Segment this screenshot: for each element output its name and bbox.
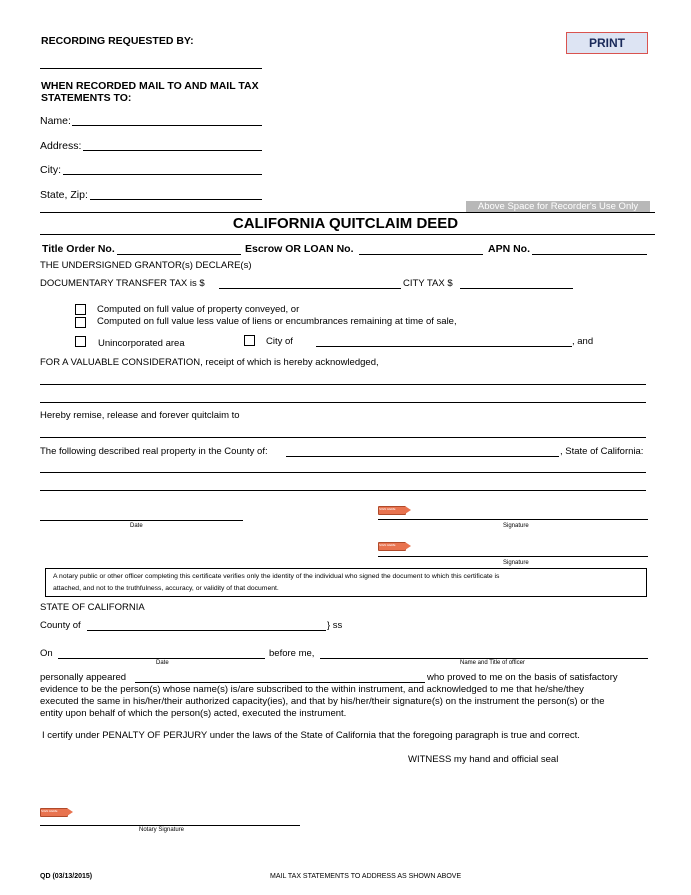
notary-signature-field[interactable] (40, 825, 300, 826)
recording-requested-line[interactable] (40, 68, 262, 69)
signature-field-1[interactable] (378, 519, 648, 520)
appeared-name-field[interactable] (135, 682, 425, 683)
when-recorded-line2: STATEMENTS TO: (41, 92, 132, 104)
officer-name-field[interactable] (320, 658, 648, 659)
notary-notice-line1: A notary public or other officer completing this certificate verifies only the identity of the individual who signed the document to which this certificate is (53, 573, 500, 580)
sign-here-tab-notary-text: SIGN HERE (41, 809, 58, 813)
before-me-label: before me, (269, 648, 315, 659)
sign-here-tab-1-text: SIGN HERE (379, 507, 396, 511)
recording-requested-label: RECORDING REQUESTED BY: (41, 35, 194, 47)
apn-label: APN No. (488, 243, 530, 255)
personally-appeared-label: personally appeared (40, 672, 127, 683)
on-label: On (40, 648, 53, 659)
notary-county-field[interactable] (87, 630, 326, 631)
doc-transfer-tax-field[interactable] (219, 288, 401, 289)
city-tax-label: CITY TAX $ (403, 278, 453, 289)
state-of-california: STATE OF CALIFORNIA (40, 602, 145, 613)
title-divider (40, 234, 655, 235)
city-label: City: (40, 164, 61, 176)
state-zip-label: State, Zip: (40, 189, 88, 201)
property-line-1[interactable] (40, 472, 646, 473)
apn-field[interactable] (532, 254, 647, 255)
consideration-line-2[interactable] (40, 402, 646, 403)
unincorporated-label: Unincorporated area (98, 338, 185, 349)
unincorporated-checkbox[interactable] (75, 336, 86, 347)
sign-here-tab-2-text: SIGN HERE (379, 543, 396, 547)
notary-signature-label: Notary Signature (139, 827, 185, 833)
property-line-2[interactable] (40, 490, 646, 491)
state-zip-field[interactable] (90, 199, 262, 200)
address-field[interactable] (83, 150, 262, 151)
notary-notice-box (45, 568, 647, 597)
recorder-use-banner: Above Space for Recorder's Use Only (466, 201, 650, 213)
notary-date-field[interactable] (58, 658, 265, 659)
and-label: , and (572, 336, 594, 347)
certify-text: I certify under PENALTY OF PERJURY under the laws of the State of California that the foregoing paragraph is true and correct. (42, 730, 580, 741)
grantor-declare: THE UNDERSIGNED GRANTOR(s) DECLARE(s) (40, 260, 252, 271)
witness-text: WITNESS my hand and official seal (408, 754, 559, 765)
city-of-label: City of (266, 336, 293, 347)
city-tax-field[interactable] (460, 288, 573, 289)
consideration-text: FOR A VALUABLE CONSIDERATION, receipt of which is hereby acknowledged, (40, 357, 379, 368)
notary-para-line3: executed the same in his/her/their authorized capacity(ies), and that by his/her/their signature(s) on the instrument the person(s) or the (40, 696, 605, 707)
ss-label: } ss (327, 620, 343, 631)
signature-label-1: Signature (503, 523, 529, 529)
proved-text: who proved to me on the basis of satisfactory (427, 672, 618, 683)
name-label: Name: (40, 115, 71, 127)
state-of-california-label: , State of California: (560, 446, 644, 457)
remise-text: Hereby remise, release and forever quitclaim to (40, 410, 240, 421)
title-order-label: Title Order No. (42, 243, 115, 255)
notary-para-line2: evidence to be the person(s) whose name(s) is/are subscribed to the within instrument, and acknowledged to me that he/she/they (40, 684, 584, 695)
property-county-label: The following described real property in the County of: (40, 446, 268, 457)
city-of-checkbox[interactable] (244, 335, 255, 346)
computed-full-checkbox[interactable] (75, 304, 86, 315)
print-button[interactable]: PRINT (566, 32, 648, 54)
signature-label-2: Signature (503, 560, 529, 566)
page-title: CALIFORNIA QUITCLAIM DEED (232, 215, 459, 232)
signature-field-2[interactable] (378, 556, 648, 557)
notary-date-sublabel: Date (156, 660, 169, 666)
county-field[interactable] (286, 456, 559, 457)
doc-transfer-tax-label: DOCUMENTARY TRANSFER TAX is $ (40, 278, 205, 289)
date-label: Date (130, 523, 143, 529)
officer-name-sublabel: Name and Title of officer (460, 660, 525, 666)
escrow-label: Escrow OR LOAN No. (245, 243, 354, 255)
sign-here-tab-1 (378, 506, 406, 515)
notary-notice-line2: attached, and not to the truthfulness, accuracy, or validity of that document. (53, 585, 279, 592)
city-field[interactable] (63, 174, 262, 175)
sign-here-tab-notary (40, 808, 68, 817)
mail-tax-footer: MAIL TAX STATEMENTS TO ADDRESS AS SHOWN ABOVE (270, 873, 462, 880)
city-of-field[interactable] (316, 346, 572, 347)
computed-full-label: Computed on full value of property conveyed, or (97, 304, 300, 315)
header-divider (40, 212, 655, 213)
sign-here-tab-2 (378, 542, 406, 551)
escrow-field[interactable] (359, 254, 483, 255)
when-recorded-line1: WHEN RECORDED MAIL TO AND MAIL TAX (41, 80, 259, 92)
grantee-line[interactable] (40, 437, 646, 438)
name-field[interactable] (72, 125, 262, 126)
consideration-line-1[interactable] (40, 384, 646, 385)
form-id: QD (03/13/2015) (40, 873, 93, 880)
county-of-label: County of (40, 620, 81, 631)
notary-para-line4: entity upon behalf of which the person(s) acted, executed the instrument. (40, 708, 347, 719)
date-field[interactable] (40, 520, 243, 521)
address-label: Address: (40, 140, 82, 152)
computed-less-label: Computed on full value less value of liens or encumbrances remaining at time of sale, (97, 316, 457, 327)
computed-less-checkbox[interactable] (75, 317, 86, 328)
title-order-field[interactable] (117, 254, 241, 255)
